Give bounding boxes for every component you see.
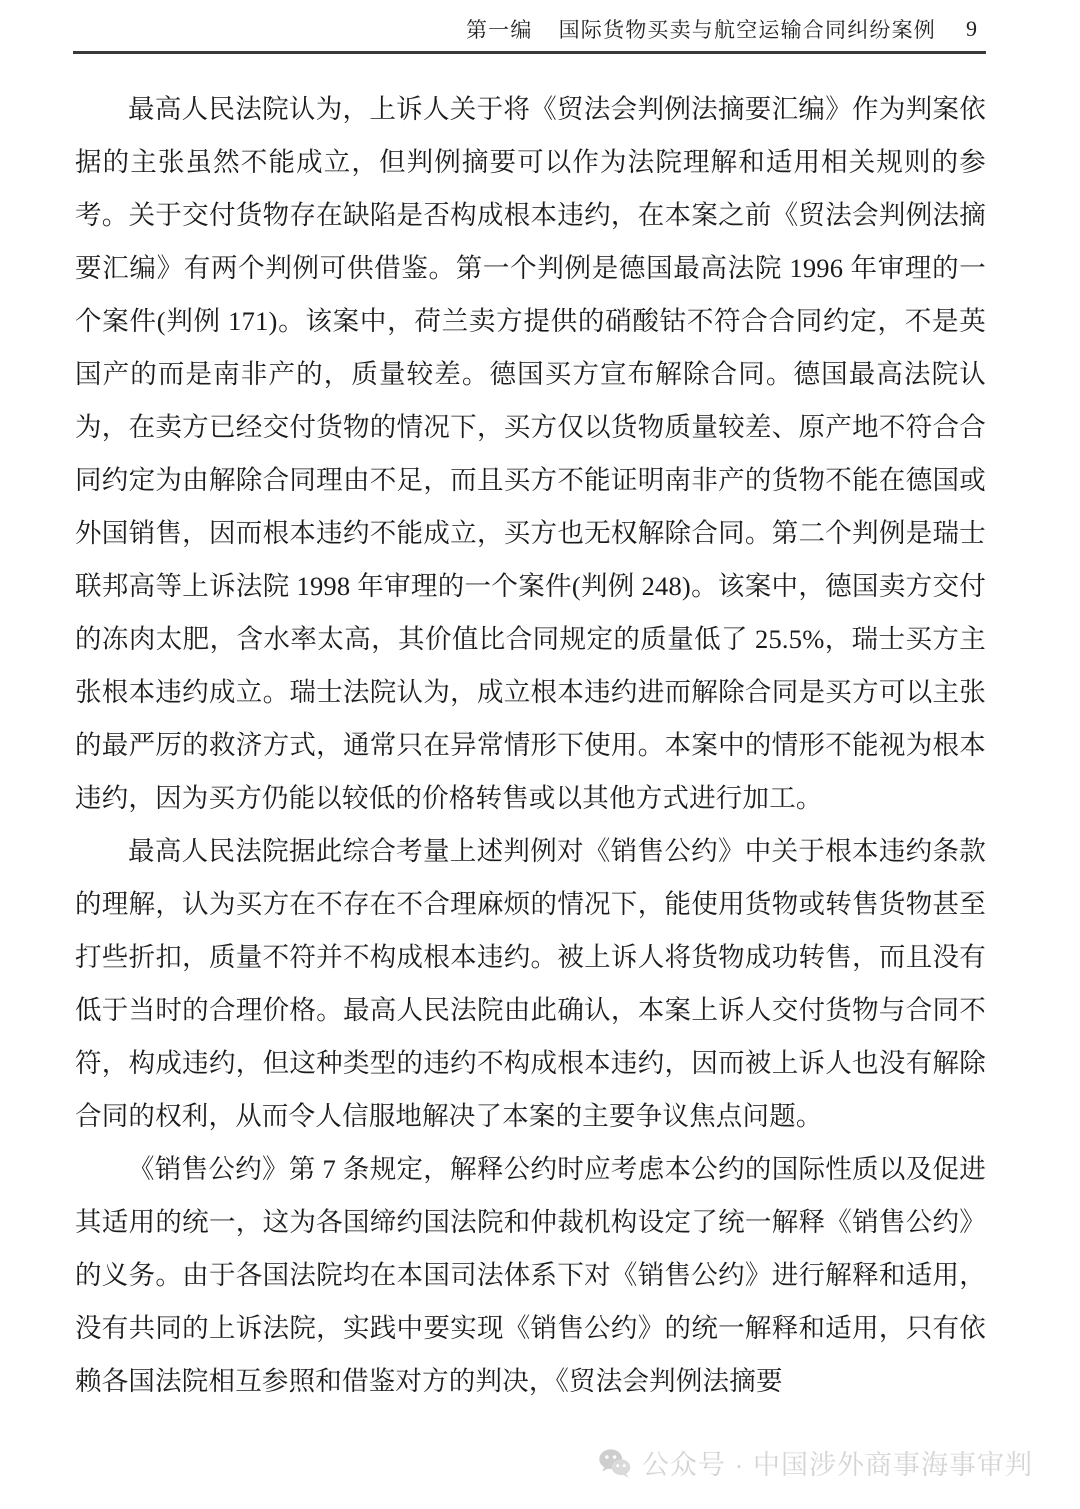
wechat-logo-icon <box>598 1446 632 1480</box>
body-text-column <box>75 83 986 1408</box>
paragraph: 《销售公约》第 7 条规定，解释公约时应考虑本公约的国际性质以及促进其适用的统一，这为各国缔约国法院和仲裁机构设定了统一解释《销售公约》的义务。由于各国法院均在本国司法体系下对《销售公约》进行解释和适用，没有共同的上诉法院，实践中要实现《销售公约》的统一解释和适用，只有依赖各国法院相互参照和借鉴对方的判决，《贸法会判例法摘要 <box>75 1154 986 1396</box>
header-divider-rule <box>73 51 986 54</box>
watermark <box>598 1443 1033 1482</box>
watermark-text: 公众号 · 中国涉外商事海事审判 <box>642 1450 1033 1480</box>
paragraph: 最高人民法院据此综合考量上述判例对《销售公约》中关于根本违约条款的理解，认为买方在不存在不合理麻烦的情况下，能使用货物或转售货物甚至打些折扣，质量不符并不构成根本违约。被上诉人将货物成功转售，而且没有低于当时的合理价格。最高人民法院由此确认，本案上诉人交付货物与合同不符，构成违约，但这种类型的违约不构成根本违约，因而被上诉人也没有解除合同的权利，从而令人信服地解决了本案的主要争议焦点问题。 <box>75 836 986 1131</box>
running-head-title: 国际货物买卖与航空运输合同纠纷案例 <box>558 18 936 42</box>
running-head <box>73 14 985 44</box>
page-number: 9 <box>966 16 977 41</box>
paragraph: 最高人民法院认为，上诉人关于将《贸法会判例法摘要汇编》作为判案依据的主张虽然不能成立，但判例摘要可以作为法院理解和适用相关规则的参考。关于交付货物存在缺陷是否构成根本违约，在本案之前《贸法会判例法摘要汇编》有两个判例可供借鉴。第一个判例是德国最高法院 1996 年审理的一个案件(判例 171)。该案中，荷兰卖方提供的硝酸钴不符合合同约定，不是英国产的而是南非产的，质量较差。德国买方宣布解除合同。德国最高法院认为，在卖方已经交付货物的情况下，买方仅以货物质量较差、原产地不符合合同约定为由解除合同理由不足，而且买方不能证明南非产的货物不能在德国或外国销售，因而根本违约不能成立，买方也无权解除合同。第二个判例是瑞士联邦高等上诉法院 1998 年审理的一个案件(判例 248)。该案中，德国卖方交付的冻肉太肥，含水率太高，其价值比合同规定的质量低了 25.5%，瑞士买方主张根本违约成立。瑞士法院认为，成立根本违约进而解除合同是买方可以主张的最严厉的救济方式，通常只在异常情形下使用。本案中的情形不能视为根本违约，因为买方仍能以较低的价格转售或以其他方式进行加工。 <box>75 94 986 813</box>
running-head-section: 第一编 <box>465 18 533 42</box>
